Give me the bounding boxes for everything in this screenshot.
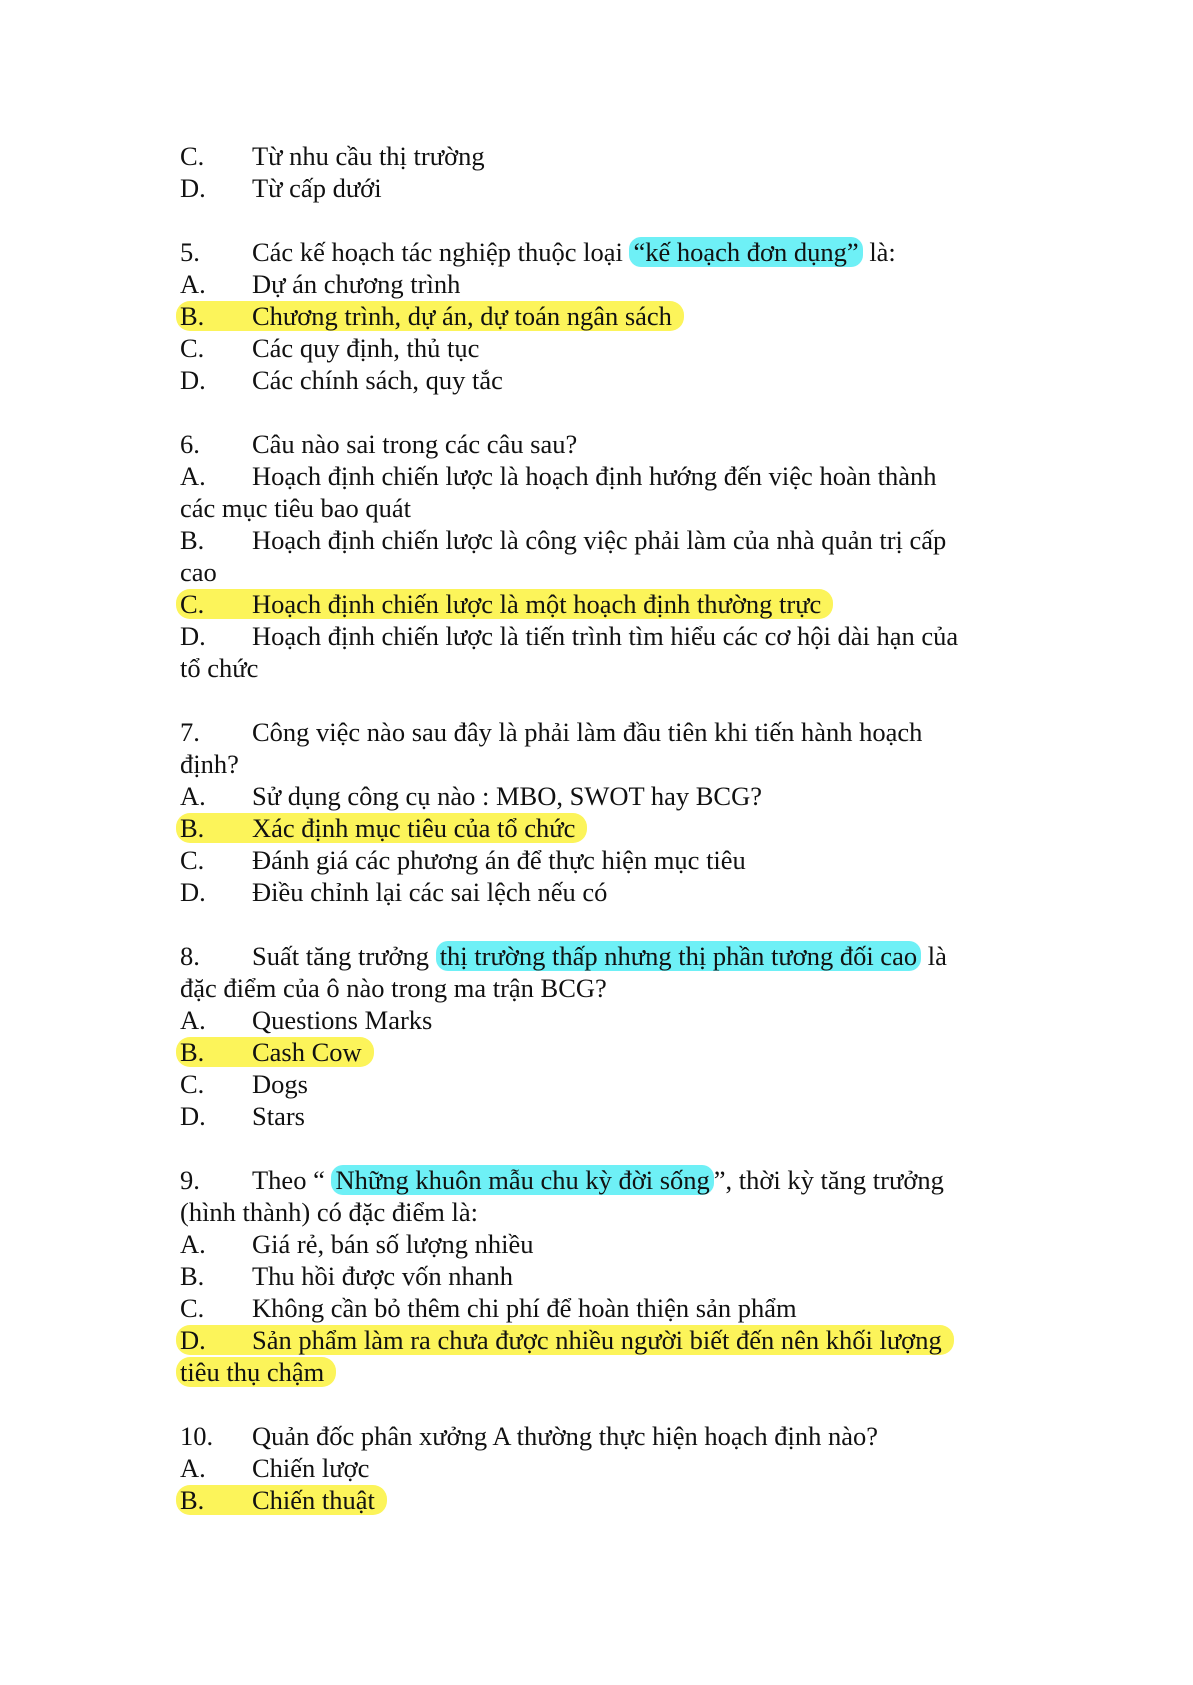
question-6 xyxy=(180,428,1000,684)
option-d-continued-highlighted xyxy=(180,1356,1000,1388)
highlight-yellow: C. Hoạch định chiến lược là một hoạch định thường trực xyxy=(176,589,833,619)
question-stem: 10. Quản đốc phân xưởng A thường thực hiện hoạch định nào? xyxy=(180,1421,879,1451)
option-a: A. Hoạch định chiến lược là hoạch định hướng đến việc hoàn thành xyxy=(180,461,937,491)
question-stem: 8. Suất tăng trưởng thị trường thấp nhưng thị phần tương đối cao là xyxy=(180,941,947,971)
option-b-highlighted xyxy=(180,812,1000,844)
option-c: C. Đánh giá các phương án để thực hiện mục tiêu xyxy=(180,845,746,875)
option-c-highlighted xyxy=(180,588,1000,620)
question-5 xyxy=(180,236,1000,396)
question-stem-continued: (hình thành) có đặc điểm là: xyxy=(180,1197,479,1227)
question-stem: 7. Công việc nào sau đây là phải làm đầu tiên khi tiến hành hoạch xyxy=(180,717,923,747)
option-a: A. Sử dụng công cụ nào : MBO, SWOT hay BCG? xyxy=(180,781,762,811)
option-b-highlighted xyxy=(180,1484,1000,1516)
option-d-continued: tổ chức xyxy=(180,653,259,683)
option-d: D. Hoạch định chiến lược là tiến trình tìm hiểu các cơ hội dài hạn của xyxy=(180,621,959,651)
question-9 xyxy=(180,1164,1000,1388)
highlight-yellow: B. Chương trình, dự án, dự toán ngân sách xyxy=(176,301,684,331)
option-b: B. Thu hồi được vốn nhanh xyxy=(180,1261,513,1291)
question-10 xyxy=(180,1420,1000,1516)
question-stem: 6. Câu nào sai trong các câu sau? xyxy=(180,429,578,459)
option-d: D. Từ cấp dưới xyxy=(180,173,382,203)
question-4-tail xyxy=(180,140,1000,204)
question-7 xyxy=(180,716,1000,908)
highlight-cyan: “kế hoạch đơn dụng” xyxy=(629,237,862,267)
option-a: A. Chiến lược xyxy=(180,1453,370,1483)
option-a: A. Questions Marks xyxy=(180,1005,433,1035)
question-8 xyxy=(180,940,1000,1132)
highlight-cyan: Những khuôn mẫu chu kỳ đời sống xyxy=(331,1165,713,1195)
question-list xyxy=(180,140,1000,1548)
option-b-highlighted xyxy=(180,300,1000,332)
option-b: B. Hoạch định chiến lược là công việc phải làm của nhà quản trị cấp xyxy=(180,525,947,555)
option-d-highlighted xyxy=(180,1324,1000,1356)
question-stem: 5. Các kế hoạch tác nghiệp thuộc loại “kế hoạch đơn dụng” là: xyxy=(180,237,896,267)
question-stem-continued: định? xyxy=(180,749,239,779)
option-c: C. Không cần bỏ thêm chi phí để hoàn thiện sản phẩm xyxy=(180,1293,797,1323)
highlight-yellow: D. Sản phẩm làm ra chưa được nhiều người biết đến nên khối lượng xyxy=(176,1325,954,1355)
option-c: C. Các quy định, thủ tục xyxy=(180,333,480,363)
question-stem: 9. Theo “ Những khuôn mẫu chu kỳ đời sống ”, thời kỳ tăng trưởng xyxy=(180,1165,944,1195)
option-d: D. Điều chỉnh lại các sai lệch nếu có xyxy=(180,877,608,907)
highlight-yellow: B. Cash Cow xyxy=(176,1037,374,1067)
highlight-cyan: thị trường thấp nhưng thị phần tương đối cao xyxy=(436,941,921,971)
highlight-yellow: B. Xác định mục tiêu của tổ chức xyxy=(176,813,587,843)
option-c: C. Từ nhu cầu thị trường xyxy=(180,141,485,171)
option-b-highlighted xyxy=(180,1036,1000,1068)
option-a-continued: các mục tiêu bao quát xyxy=(180,493,412,523)
option-c: C. Dogs xyxy=(180,1069,308,1099)
option-b-continued: cao xyxy=(180,557,217,587)
highlight-yellow: B. Chiến thuật xyxy=(176,1485,387,1515)
question-stem-continued: đặc điểm của ô nào trong ma trận BCG? xyxy=(180,973,607,1003)
option-d: D. Các chính sách, quy tắc xyxy=(180,365,503,395)
highlight-yellow: tiêu thụ chậm xyxy=(176,1357,336,1387)
option-a: A. Dự án chương trình xyxy=(180,269,461,299)
option-d: D. Stars xyxy=(180,1101,305,1131)
option-a: A. Giá rẻ, bán số lượng nhiều xyxy=(180,1229,534,1259)
